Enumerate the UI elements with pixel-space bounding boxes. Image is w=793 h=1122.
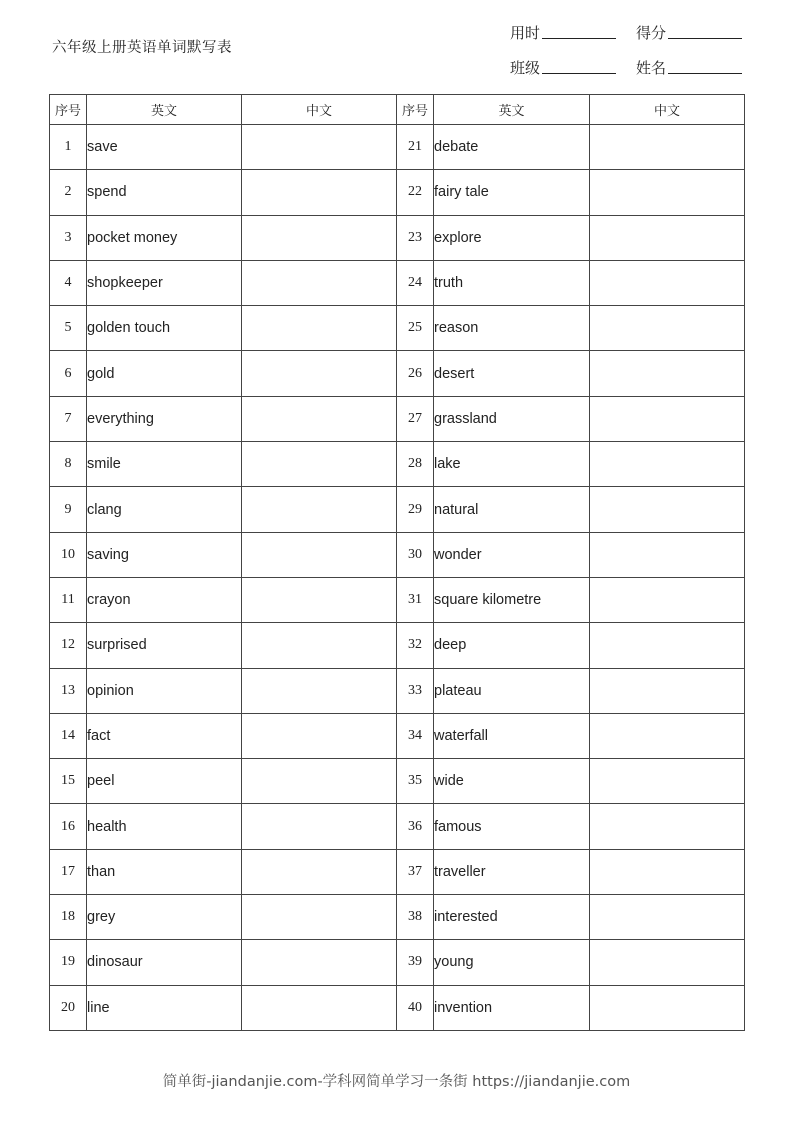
- row-number-right: 39: [397, 940, 434, 985]
- english-word-right: fairy tale: [434, 170, 590, 215]
- table-row: [50, 668, 745, 713]
- row-number-right: 23: [397, 215, 434, 260]
- chinese-answer-cell-left[interactable]: [242, 940, 397, 985]
- english-word-right: wide: [434, 759, 590, 804]
- english-word-left: than: [87, 849, 242, 894]
- english-word-left: crayon: [87, 577, 242, 622]
- english-word-left: clang: [87, 487, 242, 532]
- row-number-right: 27: [397, 396, 434, 441]
- row-number-right: 34: [397, 713, 434, 758]
- english-word-right: lake: [434, 442, 590, 487]
- chinese-answer-cell-left[interactable]: [242, 985, 397, 1030]
- english-word-left: shopkeeper: [87, 260, 242, 305]
- chinese-answer-cell-right[interactable]: [590, 125, 745, 170]
- english-word-left: health: [87, 804, 242, 849]
- row-number-right: 22: [397, 170, 434, 215]
- chinese-answer-cell-right[interactable]: [590, 713, 745, 758]
- time-field[interactable]: [510, 22, 616, 43]
- table-row: [50, 532, 745, 577]
- chinese-answer-cell-right[interactable]: [590, 306, 745, 351]
- row-number-right: 36: [397, 804, 434, 849]
- footer-text: 简单街-jiandanjie.com-学科网简单学习一条街 https://jiandanjie.com: [162, 1074, 631, 1090]
- english-word-right: grassland: [434, 396, 590, 441]
- english-word-left: peel: [87, 759, 242, 804]
- chinese-answer-cell-left[interactable]: [242, 623, 397, 668]
- chinese-answer-cell-right[interactable]: [590, 532, 745, 577]
- chinese-answer-cell-right[interactable]: [590, 170, 745, 215]
- header-en-left: 英文: [87, 95, 242, 125]
- chinese-answer-cell-left[interactable]: [242, 849, 397, 894]
- header-num-left: 序号: [50, 95, 87, 125]
- table-row: [50, 895, 745, 940]
- name-blank-line: [668, 72, 742, 74]
- header-en-right: 英文: [434, 95, 590, 125]
- score-blank-line: [668, 37, 742, 39]
- row-number-left: 7: [50, 396, 87, 441]
- chinese-answer-cell-right[interactable]: [590, 351, 745, 396]
- english-word-right: natural: [434, 487, 590, 532]
- row-number-right: 31: [397, 577, 434, 622]
- chinese-answer-cell-right[interactable]: [590, 668, 745, 713]
- table-row: [50, 487, 745, 532]
- row-number-right: 30: [397, 532, 434, 577]
- english-word-left: dinosaur: [87, 940, 242, 985]
- table-row: [50, 940, 745, 985]
- english-word-left: fact: [87, 713, 242, 758]
- english-word-left: save: [87, 125, 242, 170]
- row-number-left: 11: [50, 577, 87, 622]
- english-word-left: gold: [87, 351, 242, 396]
- english-word-left: surprised: [87, 623, 242, 668]
- english-word-left: opinion: [87, 668, 242, 713]
- row-number-right: 35: [397, 759, 434, 804]
- row-number-left: 18: [50, 895, 87, 940]
- row-number-left: 8: [50, 442, 87, 487]
- row-number-right: 29: [397, 487, 434, 532]
- row-number-left: 17: [50, 849, 87, 894]
- chinese-answer-cell-left[interactable]: [242, 713, 397, 758]
- english-word-right: square kilometre: [434, 577, 590, 622]
- page-title: 六年级上册英语单词默写表: [52, 40, 232, 56]
- table-row: [50, 759, 745, 804]
- row-number-left: 14: [50, 713, 87, 758]
- chinese-answer-cell-right[interactable]: [590, 895, 745, 940]
- chinese-answer-cell-right[interactable]: [590, 577, 745, 622]
- table-row: [50, 623, 745, 668]
- table-row: [50, 396, 745, 441]
- table-row: [50, 215, 745, 260]
- chinese-answer-cell-left[interactable]: [242, 351, 397, 396]
- english-word-right: plateau: [434, 668, 590, 713]
- english-word-left: spend: [87, 170, 242, 215]
- class-label: 班级: [510, 59, 541, 77]
- chinese-answer-cell-right[interactable]: [590, 487, 745, 532]
- table-row: [50, 260, 745, 305]
- time-blank-line: [542, 37, 616, 39]
- chinese-answer-cell-left[interactable]: [242, 759, 397, 804]
- english-word-left: pocket money: [87, 215, 242, 260]
- english-word-right: traveller: [434, 849, 590, 894]
- score-field[interactable]: [636, 22, 742, 43]
- row-number-right: 26: [397, 351, 434, 396]
- row-number-left: 4: [50, 260, 87, 305]
- table-header-row: [50, 95, 745, 125]
- english-word-right: wonder: [434, 532, 590, 577]
- english-word-left: line: [87, 985, 242, 1030]
- chinese-answer-cell-left[interactable]: [242, 532, 397, 577]
- chinese-answer-cell-left[interactable]: [242, 668, 397, 713]
- table-row: [50, 713, 745, 758]
- row-number-left: 13: [50, 668, 87, 713]
- english-word-right: famous: [434, 804, 590, 849]
- english-word-right: invention: [434, 985, 590, 1030]
- row-number-left: 20: [50, 985, 87, 1030]
- chinese-answer-cell-left[interactable]: [242, 306, 397, 351]
- row-number-right: 21: [397, 125, 434, 170]
- row-number-right: 25: [397, 306, 434, 351]
- table-row: [50, 125, 745, 170]
- row-number-right: 37: [397, 849, 434, 894]
- row-number-right: 33: [397, 668, 434, 713]
- english-word-right: explore: [434, 215, 590, 260]
- english-word-left: saving: [87, 532, 242, 577]
- header-num-right: 序号: [397, 95, 434, 125]
- table-row: [50, 306, 745, 351]
- english-word-right: young: [434, 940, 590, 985]
- chinese-answer-cell-left[interactable]: [242, 442, 397, 487]
- english-word-left: everything: [87, 396, 242, 441]
- english-word-left: smile: [87, 442, 242, 487]
- table-row: [50, 804, 745, 849]
- table-row: [50, 577, 745, 622]
- row-number-right: 28: [397, 442, 434, 487]
- row-number-right: 24: [397, 260, 434, 305]
- row-number-right: 40: [397, 985, 434, 1030]
- chinese-answer-cell-right[interactable]: [590, 260, 745, 305]
- english-word-left: grey: [87, 895, 242, 940]
- chinese-answer-cell-right[interactable]: [590, 442, 745, 487]
- row-number-left: 12: [50, 623, 87, 668]
- english-word-right: desert: [434, 351, 590, 396]
- row-number-right: 38: [397, 895, 434, 940]
- english-word-right: interested: [434, 895, 590, 940]
- chinese-answer-cell-left[interactable]: [242, 895, 397, 940]
- chinese-answer-cell-right[interactable]: [590, 940, 745, 985]
- header-cn-left: 中文: [242, 95, 397, 125]
- table-row: [50, 351, 745, 396]
- name-label: 姓名: [636, 59, 667, 77]
- chinese-answer-cell-left[interactable]: [242, 260, 397, 305]
- chinese-answer-cell-left[interactable]: [242, 804, 397, 849]
- vocabulary-table: [49, 94, 745, 1031]
- header-cn-right: 中文: [590, 95, 745, 125]
- english-word-right: debate: [434, 125, 590, 170]
- row-number-left: 6: [50, 351, 87, 396]
- time-label: 用时: [510, 24, 541, 42]
- row-number-left: 10: [50, 532, 87, 577]
- english-word-left: golden touch: [87, 306, 242, 351]
- chinese-answer-cell-left[interactable]: [242, 215, 397, 260]
- chinese-answer-cell-right[interactable]: [590, 759, 745, 804]
- name-field[interactable]: [636, 57, 742, 78]
- row-number-left: 3: [50, 215, 87, 260]
- chinese-answer-cell-right[interactable]: [590, 849, 745, 894]
- row-number-left: 9: [50, 487, 87, 532]
- table-row: [50, 849, 745, 894]
- chinese-answer-cell-left[interactable]: [242, 125, 397, 170]
- table-row: [50, 170, 745, 215]
- class-field[interactable]: [510, 57, 616, 78]
- chinese-answer-cell-left[interactable]: [242, 396, 397, 441]
- row-number-left: 5: [50, 306, 87, 351]
- row-number-left: 19: [50, 940, 87, 985]
- score-label: 得分: [636, 24, 667, 42]
- english-word-right: truth: [434, 260, 590, 305]
- chinese-answer-cell-left[interactable]: [242, 170, 397, 215]
- chinese-answer-cell-left[interactable]: [242, 487, 397, 532]
- english-word-right: deep: [434, 623, 590, 668]
- row-number-left: 2: [50, 170, 87, 215]
- row-number-left: 1: [50, 125, 87, 170]
- class-blank-line: [542, 72, 616, 74]
- table-row: [50, 985, 745, 1030]
- english-word-right: reason: [434, 306, 590, 351]
- row-number-left: 16: [50, 804, 87, 849]
- chinese-answer-cell-left[interactable]: [242, 577, 397, 622]
- table-row: [50, 442, 745, 487]
- chinese-answer-cell-right[interactable]: [590, 623, 745, 668]
- row-number-left: 15: [50, 759, 87, 804]
- chinese-answer-cell-right[interactable]: [590, 215, 745, 260]
- chinese-answer-cell-right[interactable]: [590, 396, 745, 441]
- row-number-right: 32: [397, 623, 434, 668]
- english-word-right: waterfall: [434, 713, 590, 758]
- chinese-answer-cell-right[interactable]: [590, 985, 745, 1030]
- chinese-answer-cell-right[interactable]: [590, 804, 745, 849]
